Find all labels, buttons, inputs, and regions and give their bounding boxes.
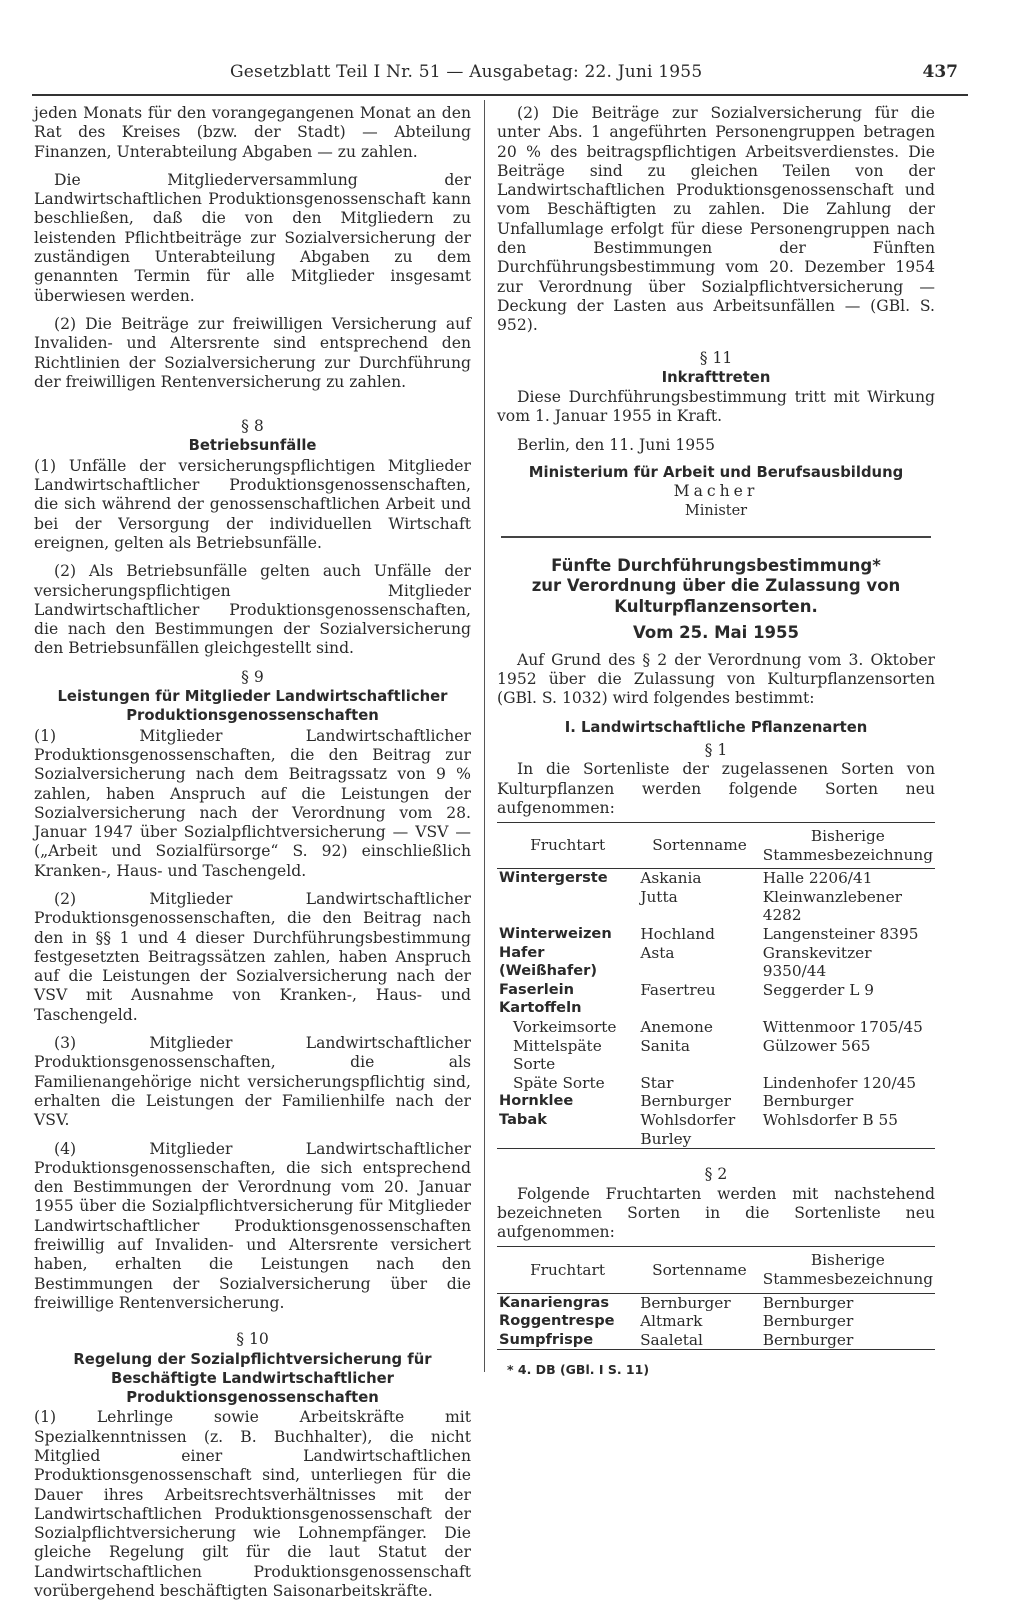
- sortenname-cell: Hochland: [640, 925, 715, 944]
- fruchtart-cell: Wintergerste: [499, 869, 608, 887]
- document-title-line: Fünfte Durchführungsbestimmung*: [551, 555, 881, 575]
- section-number: § 8: [241, 417, 264, 436]
- right-column: [497, 104, 935, 1380]
- stammesbezeichnung-cell: Bernburger: [761, 1331, 935, 1350]
- stammesbezeichnung-cell: Halle 2206/41: [762, 869, 873, 888]
- table-row: [497, 1074, 935, 1093]
- stammesbezeichnung-cell: [761, 999, 935, 1018]
- stammesbezeichnung-cell: Bernburger: [762, 1293, 854, 1312]
- table-row: [497, 981, 935, 1000]
- table-row: [497, 999, 935, 1018]
- paragraph: (2) Die Beiträge zur Sozialversicherung für die unter Abs. 1 angeführten Personengruppen betragen 20 % des beitragspflichtigen Arbeitsverdienstes. Die Beiträge sind zu gleichen Teilen von der Landwirtschaftlichen Produktionsgenossenschaft und vom Beschäftigten zu zahlen. Die Zahlung der Unfallumlage erfolgt für diese Personengruppen nach den Bestimmungen der Fünften Durchführungsbestimmung vom 20. Dezember 1954 zur Verordnung über Sozialpflichtversicherung — Deckung der Lasten aus Arbeitsunfällen — (GBl. S. 952).: [497, 104, 935, 335]
- table-row: [497, 1312, 935, 1331]
- variety-table-1: [497, 822, 935, 1149]
- fruchtart-cell: Hornklee: [499, 1092, 574, 1110]
- fruchtart-cell: Hafer (Weißhafer): [499, 943, 597, 980]
- sortenname-cell: Altmark: [640, 1312, 703, 1331]
- sortenname-cell: Star: [640, 1073, 674, 1092]
- fruchtart-cell: Späte Sorte: [513, 1073, 605, 1092]
- fruchtart-cell: Kanariengras: [499, 1293, 610, 1311]
- stammesbezeichnung-cell: Kleinwanzlebener 4282: [762, 887, 902, 925]
- paragraph: (4) Mitglieder Landwirtschaftlicher Produktionsgenossenschaften, die sich entsprechend den Bestimmungen der Verordnung vom 20. Januar 1955 über die Sozialpflichtversicherung für Mitglieder Landwirtschaftlicher Produktionsgenossenschaften freiwillig auf Invaliden- und Altersrente versichert haben, erhalten die Leistungen nach den Bestimmungen der Sozialversicherung über die freiwillige Rentenversicherung.: [34, 1139, 471, 1312]
- sortenname-cell: Saaletal: [638, 1331, 761, 1350]
- table-row: [497, 1018, 935, 1037]
- fruchtart-cell: Faserlein: [499, 980, 575, 998]
- section-number: § 10: [236, 1330, 269, 1349]
- paragraph: In die Sortenliste der zugelassenen Sorten von Kulturpflanzen werden folgende Sorten neu aufgenommen:: [497, 760, 935, 817]
- table-row: [497, 1111, 935, 1149]
- fruchtart-cell: Kartoffeln: [499, 999, 582, 1017]
- table-row: [497, 1037, 935, 1074]
- table-row: [497, 925, 935, 944]
- table-row: [497, 1293, 935, 1312]
- column-header: Fruchtart: [497, 823, 638, 869]
- sortenname-cell: Askania: [640, 869, 702, 888]
- stammesbezeichnung-cell: Wohlsdorfer B 55: [761, 1111, 935, 1149]
- paragraph: Auf Grund des § 2 der Verordnung vom 3. Oktober 1952 über die Zulassung von Kulturpflanzensorten (GBl. S. 1032) wird folgendes bestimmt:: [497, 650, 935, 708]
- footnote: * 4. DB (GBl. I S. 11): [507, 1362, 650, 1378]
- section-title: Leistungen für Mitglieder Landwirtschaftlicher Produktionsgenossenschaften: [57, 688, 448, 725]
- table-row: [497, 944, 935, 981]
- column-divider: [484, 100, 485, 1372]
- signature-role: Minister: [684, 502, 748, 519]
- section-number: § 2: [704, 1165, 728, 1184]
- paragraph: (2) Mitglieder Landwirtschaftlicher Produktionsgenossenschaften, die den Beitrag nach den in §§ 1 und 4 dieser Durchführungsbestimmung festgesetzten Beitragssätzen zahlen, haben Anspruch auf die Leistungen der Sozialversicherung nach der VSV mit Ausnahme von Kranken-, Haus- und Taschengeld.: [34, 889, 471, 1024]
- sortenname-cell: Sanita: [640, 1036, 690, 1055]
- column-header: Sortenname: [638, 1247, 761, 1293]
- stammesbezeichnung-cell: Seggerder L 9: [762, 980, 874, 999]
- document-date: Vom 25. Mai 1955: [633, 623, 799, 643]
- stammesbezeichnung-cell: Langensteiner 8395: [762, 925, 919, 944]
- paragraph: Folgende Fruchtarten werden mit nachstehend bezeichneten Sorten in die Sortenliste neu aufgenommen:: [497, 1184, 935, 1242]
- variety-table-2: [497, 1246, 935, 1350]
- part-title: I. Landwirtschaftliche Pflanzenarten: [564, 718, 868, 736]
- table-row: [497, 888, 935, 925]
- paragraph: (2) Die Beiträge zur freiwilligen Versicherung auf Invaliden- und Altersrente sind entsprechend den Richtlinien der Sozialversicherung zur Durchführung der freiwilligen Rentenversicherung zu zahlen.: [34, 314, 471, 391]
- stammesbezeichnung-cell: Granskevitzer 9350/44: [762, 943, 872, 981]
- section-number: § 9: [241, 667, 264, 686]
- header-title: Gesetzblatt Teil I Nr. 51 — Ausgabetag: 22. Juni 1955: [230, 62, 703, 82]
- sortenname-cell: [638, 999, 760, 1018]
- fruchtart-cell: Roggentrespe: [499, 1312, 615, 1330]
- left-column: [34, 104, 471, 1610]
- sortenname-cell: Wohlsdorfer Burley: [638, 1111, 760, 1149]
- paragraph: Diese Durchführungsbestimmung tritt mit Wirkung vom 1. Januar 1955 in Kraft.: [497, 388, 935, 426]
- place-date: Berlin, den 11. Juni 1955: [517, 435, 716, 454]
- stammesbezeichnung-cell: Bernburger: [762, 1312, 854, 1331]
- paragraph: Die Mitgliederversammlung der Landwirtschaftlichen Produktionsgenossenschaft kann beschließen, daß die von den Mitgliedern zu leistenden Pflichtbeiträge zur Sozialversicherung der zuständigen Unterabteilung Abgaben zu dem genannten Termin für alle Mitglieder insgesamt überwiesen werden.: [34, 170, 471, 305]
- paragraph: jeden Monats für den vorangegangenen Monat an den Rat des Kreises (bzw. der Stadt) — Abteilung Finanzen, Unterabteilung Abgaben — zu zahlen.: [34, 104, 471, 161]
- column-header: Bisherige Stammesbezeichnung: [761, 823, 935, 869]
- sortenname-cell: Asta: [640, 943, 675, 962]
- fruchtart-cell: Winterweizen: [499, 925, 612, 943]
- stammesbezeichnung-cell: Lindenhofer 120/45: [762, 1073, 917, 1092]
- stammesbezeichnung-cell: Bernburger: [762, 1092, 854, 1111]
- column-header: Bisherige Stammesbezeichnung: [761, 1247, 935, 1293]
- fruchtart-cell: Tabak: [497, 1111, 638, 1149]
- paragraph: (1) Mitglieder Landwirtschaftlicher Produktionsgenossenschaften, die den Beitrag zur Sozialversicherung nach dem Beitragssatz von 9 % zahlen, haben Anspruch auf die Leistungen der Sozialversicherung nach der Verordnung vom 28. Januar 1947 über Sozialpflichtversicherung — VSV — („Arbeit und Sozialfürsorge“ S. 92) einschließlich Kranken-, Haus- und Taschengeld.: [34, 726, 471, 880]
- page-number: 437: [922, 62, 958, 82]
- stammesbezeichnung-cell: Wittenmoor 1705/45: [762, 1018, 923, 1037]
- paragraph: (1) Lehrlinge sowie Arbeitskräfte mit Spezialkenntnissen (z. B. Buchhalter), die nicht Mitglied einer Landwirtschaftlichen Produktionsgenossenschaft sind, unterliegen für die Dauer ihres Arbeitsrechtsverhältnisses mit der Landwirtschaftlichen Produktionsgenossenschaft der Sozialpflichtversicherung wie Lohnempfänger. Die gleiche Regelung gilt für die laut Statut der Landwirtschaftlichen Produktionsgenossenschaft vorübergehend beschäftigten Saisonarbeitskräfte.: [34, 1408, 471, 1601]
- section-divider: [501, 536, 931, 538]
- section-title: Inkrafttreten: [661, 368, 771, 386]
- section-number: § 1: [704, 740, 728, 759]
- fruchtart-cell: [497, 888, 638, 925]
- table-row: [497, 869, 935, 888]
- table-row: [497, 1331, 935, 1350]
- signature-name: Macher: [673, 482, 759, 501]
- sortenname-cell: Fasertreu: [640, 980, 716, 999]
- section-title: Regelung der Sozialpflichtversicherung für Beschäftigte Landwirtschaftlicher Produktionsgenossenschaften: [73, 1350, 432, 1407]
- page-header: [32, 62, 968, 90]
- document-title-line: zur Verordnung über die Zulassung von: [531, 576, 901, 596]
- header-rule: [32, 94, 968, 96]
- sortenname-cell: Bernburger: [640, 1092, 731, 1111]
- column-header: Fruchtart: [497, 1247, 638, 1293]
- paragraph: (1) Unfälle der versicherungspflichtigen Mitglieder Landwirtschaftlicher Produktionsgenossenschaften, die sich während der genossenschaftlichen Arbeit und bei der Versorgung der individuellen Wirtschaft ereignen, gelten als Betriebsunfälle.: [34, 456, 471, 552]
- sortenname-cell: Bernburger: [640, 1293, 731, 1312]
- paragraph: (3) Mitglieder Landwirtschaftlicher Produktionsgenossenschaften, die als Familienangehörige nicht versicherungspflichtig sind, erhalten die Leistungen der Familienhilfe nach der VSV.: [34, 1034, 471, 1130]
- document-title-line: Kulturpflanzensorten.: [614, 596, 818, 616]
- signature-organization: Ministerium für Arbeit und Berufsausbildung: [528, 464, 904, 482]
- fruchtart-cell: Mittelspäte Sorte: [513, 1036, 602, 1074]
- stammesbezeichnung-cell: Gülzower 565: [762, 1036, 871, 1055]
- fruchtart-cell: Sumpfrispe: [497, 1331, 638, 1350]
- fruchtart-cell: Vorkeimsorte: [513, 1018, 617, 1037]
- column-header: Sortenname: [638, 823, 760, 869]
- section-title: Betriebsunfälle: [188, 437, 317, 455]
- sortenname-cell: Anemone: [640, 1018, 713, 1037]
- sortenname-cell: Jutta: [640, 887, 678, 906]
- paragraph: (2) Als Betriebsunfälle gelten auch Unfälle der versicherungspflichtigen Mitglieder Landwirtschaftlicher Produktionsgenossenschaften, die nach den Bestimmungen der Sozialversicherung den Betriebsunfällen gleichgestellt sind.: [34, 562, 471, 658]
- table-row: [497, 1092, 935, 1111]
- section-number: § 11: [699, 348, 733, 367]
